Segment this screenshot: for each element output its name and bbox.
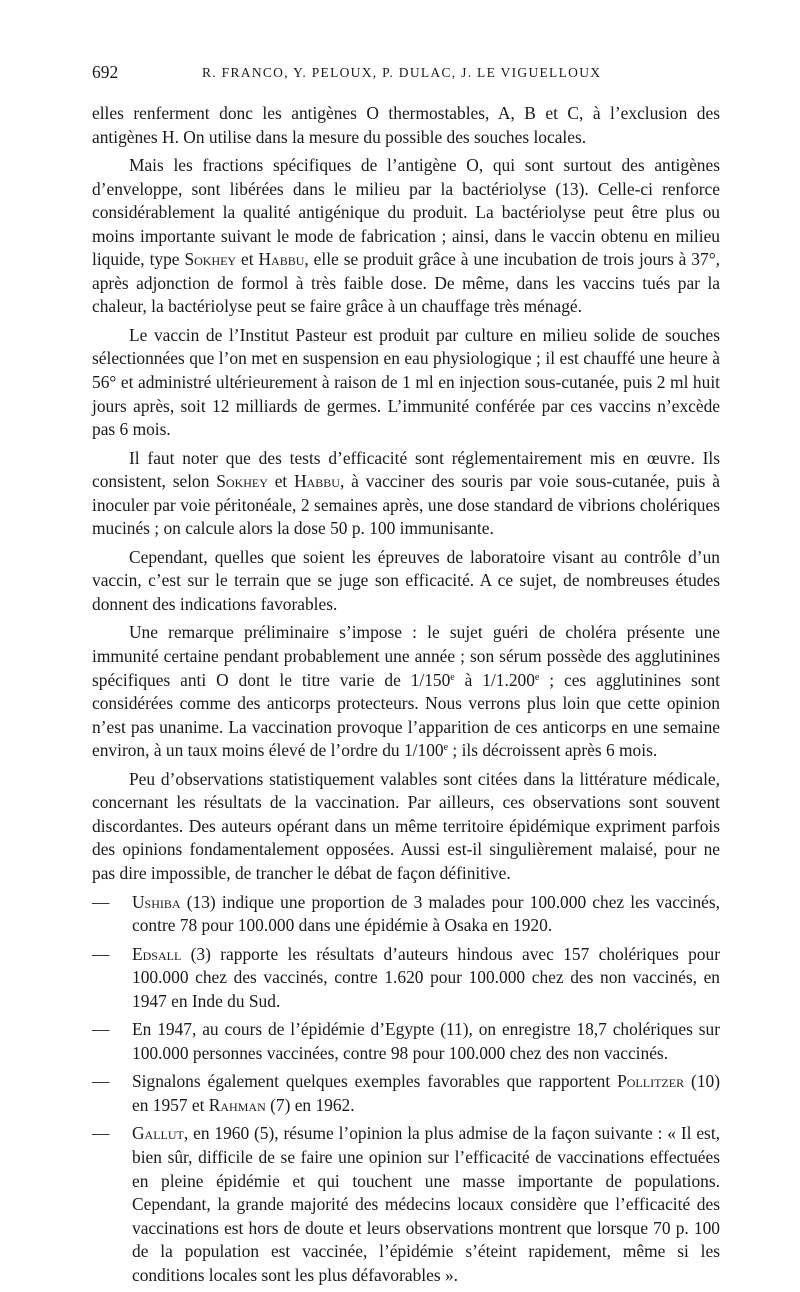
em-dash: — [92, 1123, 110, 1144]
list-item-text [132, 891, 720, 938]
list-item-body: (10) en 1957 et [132, 1071, 721, 1115]
paragraph-2 [92, 154, 720, 319]
em-dash: — [92, 1071, 110, 1092]
paragraph-5: Cependant, quelles que soient les épreuves de laboratoire visant au contrôle d’un vaccin, c’est sur le terrain que se juge son efficacité. A ce sujet, de nombreuses études donnent des indications favorables. [92, 546, 720, 614]
list-item-text: En 1947, au cours de l’épidémie d’Egypte (11), on enregistre 18,7 cholériques sur 100.000 personnes vaccinées, contre 98 pour 100.000 chez des non vaccinés. [132, 1019, 720, 1063]
author-pollitzer: Pollitzer [617, 1071, 685, 1092]
paragraph-6-text: Une remarque préliminaire s’impose : le sujet guéri de choléra présente une immunité certaine pendant probablement une année ; son sérum possède des agglutinines spécifiques anti O dont le titre varie de 1/150 [92, 622, 720, 690]
paragraph-1: elles renferment donc les antigènes O thermostables, A, B et C, à l’exclusion des antigènes H. On utilise dans la mesure du possible des souches locales. [92, 103, 720, 147]
superscript: e [443, 742, 449, 754]
list-item-ushiba [92, 891, 720, 938]
em-dash: — [92, 1019, 110, 1040]
list-item-body: (3) rapporte les résultats d’auteurs hindous avec 157 cholériques pour 100.000 chez des vaccinés, contre 1.620 pour 100.000 chez des non vaccinés, en 1947 en Inde du Sud. [132, 943, 720, 1011]
running-head-authors: R. FRANCO, Y. PELOUX, P. DULAC, J. LE VIGUELLOUX [202, 65, 602, 80]
list-item-edsall [92, 943, 720, 1014]
list-item-pollitzer-rahman [92, 1070, 720, 1117]
list-item-text [132, 1122, 720, 1287]
paragraph-4-text: Il faut noter que des tests d’efficacité sont réglementairement mis en œuvre. Ils consistent, selon [92, 447, 720, 492]
page-header [92, 62, 718, 90]
conjunction: et [267, 471, 295, 492]
paragraph-7: Peu d’observations statistiquement valables sont citées dans la littérature médicale, concernant les résultats de la vaccination. Par ailleurs, ces observations sont souvent discordantes. Des auteurs opérant dans un même territoire épidémique expriment parfois des opinions fondamentalement opposées. Aussi est-il singulièrement malaisé, pour ne pas dire impossible, de trancher le débat de façon définitive. [92, 768, 720, 883]
author-sokhey: Sokhey [184, 249, 237, 270]
paragraph-4-rest: , à vacciner des souris par voie sous-cutanée, puis à inoculer par voie péritonéale, 2 semaines après, une dose standard de vibrions cholériques mucinés ; on calcule alors la dose 50 p. 100 immunisante. [92, 471, 720, 539]
list-item-body: , en 1960 (5), résume l’opinion la plus admise de la façon suivante : « Il est, bien sûr, difficile de se faire une opinion sur l’efficacité de vaccinations effectuées en pleine épidémie et qui touchent une masse importante de populations. Cependant, la grande majorité des médecins locaux considère que l’efficacité des vaccinations est hors de doute et leurs observations montrent que lorsque 70 p. 100 de la population est vaccinée, l’épidémie s’éteint rapidement, même si les conditions locales sont les plus défavorables ». [132, 1123, 720, 1285]
list-item-text [132, 943, 720, 1014]
list-item-body: (13) indique une proportion de 3 malades pour 100.000 chez les vaccinés, contre 78 pour 100.000 dans une épidémie à Osaka en 1920. [132, 891, 720, 936]
author-sokhey: Sokhey [216, 471, 268, 492]
author-habbu: Habbu [294, 471, 340, 492]
conjunction: et [236, 249, 259, 270]
paragraph-6-mid: à 1/1.200 [454, 669, 535, 690]
author-edsall: Edsall [132, 943, 182, 964]
list-item-text [132, 1070, 720, 1117]
em-dash: — [92, 943, 110, 964]
page-number: 692 [92, 62, 119, 82]
list-item-body: Signalons également quelques exemples favorables que rapportent [132, 1071, 618, 1092]
superscript: e [534, 671, 540, 683]
superscript: e [450, 671, 455, 683]
paragraph-6 [92, 621, 720, 762]
author-gallut: Gallut [132, 1123, 184, 1144]
em-dash: — [92, 891, 110, 912]
list-item-gallut [92, 1122, 720, 1287]
paragraph-2-rest: , elle se produit grâce à une incubation de trois jours à 37°, après adjonction de formol à très faible dose. De même, dans les vaccins tués par la chaleur, la bactériolyse peut se faire grâce à un chauffage très ménagé. [92, 249, 720, 317]
paragraph-6-mid2: ; ces agglutinines sont considérées comme des anticorps protecteurs. Nous verrons plus loin que cette opinion n’est pas unanime. La vaccination provoque l’apparition de ces anticorps en une semaine environ, à un taux moins élevé de l’ordre du 1/100 [92, 669, 720, 761]
list-item-body: (7) en 1962. [265, 1094, 355, 1115]
author-ushiba: Ushiba [132, 891, 181, 912]
list-item-egypt [92, 1018, 720, 1065]
author-rahman: Rahman [208, 1094, 266, 1115]
paragraph-4 [92, 447, 720, 541]
paragraph-3: Le vaccin de l’Institut Pasteur est produit par culture en milieu solide de souches sélectionnées que l’on met en suspension en eau physiologique ; il est chauffé une heure à 56° et administré ultérieurement à raison de 1 ml en injection sous-cutanée, puis 2 ml huit jours après, soit 12 milliards de germes. L’immunité conférée par ces vaccins n’excède pas 6 mois. [92, 324, 720, 440]
paragraph-6-end: ; ils décroissent après 6 mois. [448, 740, 658, 761]
article-body [92, 102, 720, 1292]
author-habbu: Habbu [258, 249, 305, 270]
paragraph-2-text: Mais les fractions spécifiques de l’antigène O, qui sont surtout des antigènes d’enveloppe, sont libérées dans le milieu par la bactériolyse (13). Celle-ci renforce considérablement la qualité antigénique du produit. La bactériolyse peut être plus ou moins importante suivant le mode de fabrication ; ainsi, dans le vaccin obtenu en milieu liquide, type [92, 155, 720, 270]
